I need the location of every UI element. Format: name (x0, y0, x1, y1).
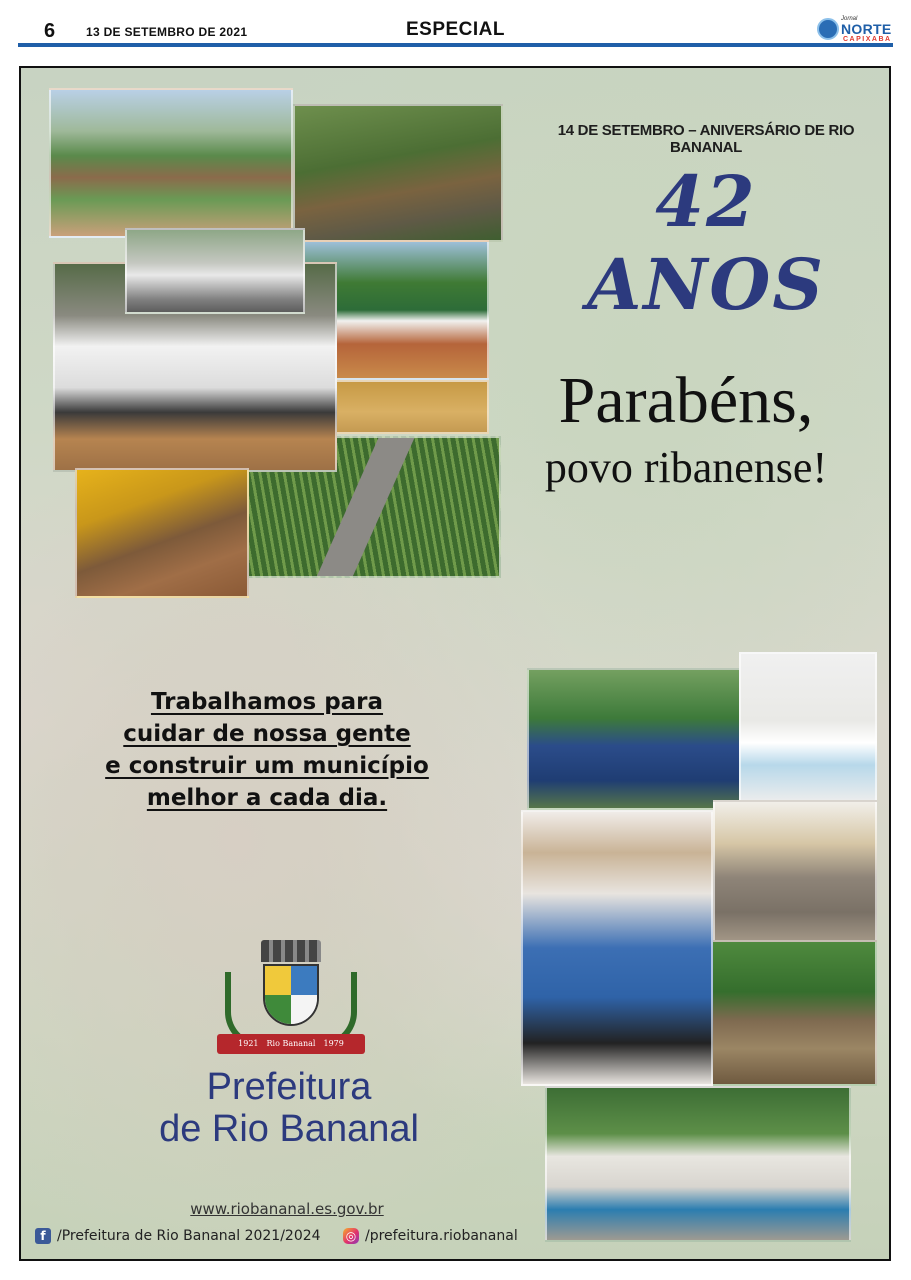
photo-excavator (293, 104, 503, 242)
advertisement (19, 66, 891, 1261)
header-rule (18, 43, 893, 47)
congrats-heading: Parabéns, (558, 364, 814, 437)
logo-small-text: Jornal (841, 16, 858, 22)
photo-farmer (527, 668, 745, 810)
page-header (18, 14, 893, 46)
crest-ribbon: 1921 Rio Bananal 1979 (217, 1034, 365, 1054)
anniversary-years: 42 ANOS (587, 160, 825, 326)
congrats-subheading: povo ribanense! (544, 443, 828, 492)
prefeitura-line2: de Rio Bananal (159, 1108, 419, 1150)
facebook-handle: /Prefeitura de Rio Bananal 2021/2024 (57, 1228, 321, 1244)
slogan-line: e construir um município (105, 753, 429, 779)
slogan-line: melhor a cada dia. (146, 785, 388, 811)
municipal-crest (217, 938, 365, 1068)
photo-town-view (49, 88, 293, 238)
slogan-line: cuidar de nossa gente (123, 721, 411, 747)
photo-bridge-work (691, 940, 877, 1086)
globe-icon (817, 18, 839, 40)
photo-backhoe (75, 468, 249, 598)
logo-sub-text: CAPIXABA (843, 36, 892, 43)
instagram-handle: /prefeitura.riobananal (365, 1228, 518, 1244)
instagram-icon: ◎ (343, 1228, 359, 1244)
slogan-line: Trabalhamos para (150, 689, 384, 715)
prefeitura-name (117, 1066, 461, 1150)
newspaper-logo (817, 16, 892, 44)
photo-ambulance (125, 228, 305, 314)
page-number: 6 (44, 20, 56, 42)
section-title: ESPECIAL (405, 19, 506, 40)
logo-main-text: NORTE (841, 21, 892, 37)
instagram-link[interactable] (343, 1228, 518, 1244)
facebook-icon: f (35, 1228, 51, 1244)
slogan (69, 686, 465, 814)
photo-elderly-vaccination (521, 810, 713, 1086)
photo-garbage-collection (545, 1086, 851, 1242)
shield-icon (263, 964, 319, 1026)
photo-nurse-vaccination (739, 652, 877, 804)
anniversary-date: 14 DE SETEMBRO – ANIVERSÁRIO DE RIO BANANAL (557, 122, 855, 156)
facebook-link[interactable] (35, 1228, 321, 1244)
crown-icon (261, 940, 321, 962)
photo-paving-work (713, 800, 877, 942)
website-link[interactable]: www.riobananal.es.gov.br (190, 1200, 384, 1218)
publication-date: 13 DE SETEMBRO DE 2021 (86, 25, 248, 39)
prefeitura-line1: Prefeitura (206, 1066, 372, 1108)
